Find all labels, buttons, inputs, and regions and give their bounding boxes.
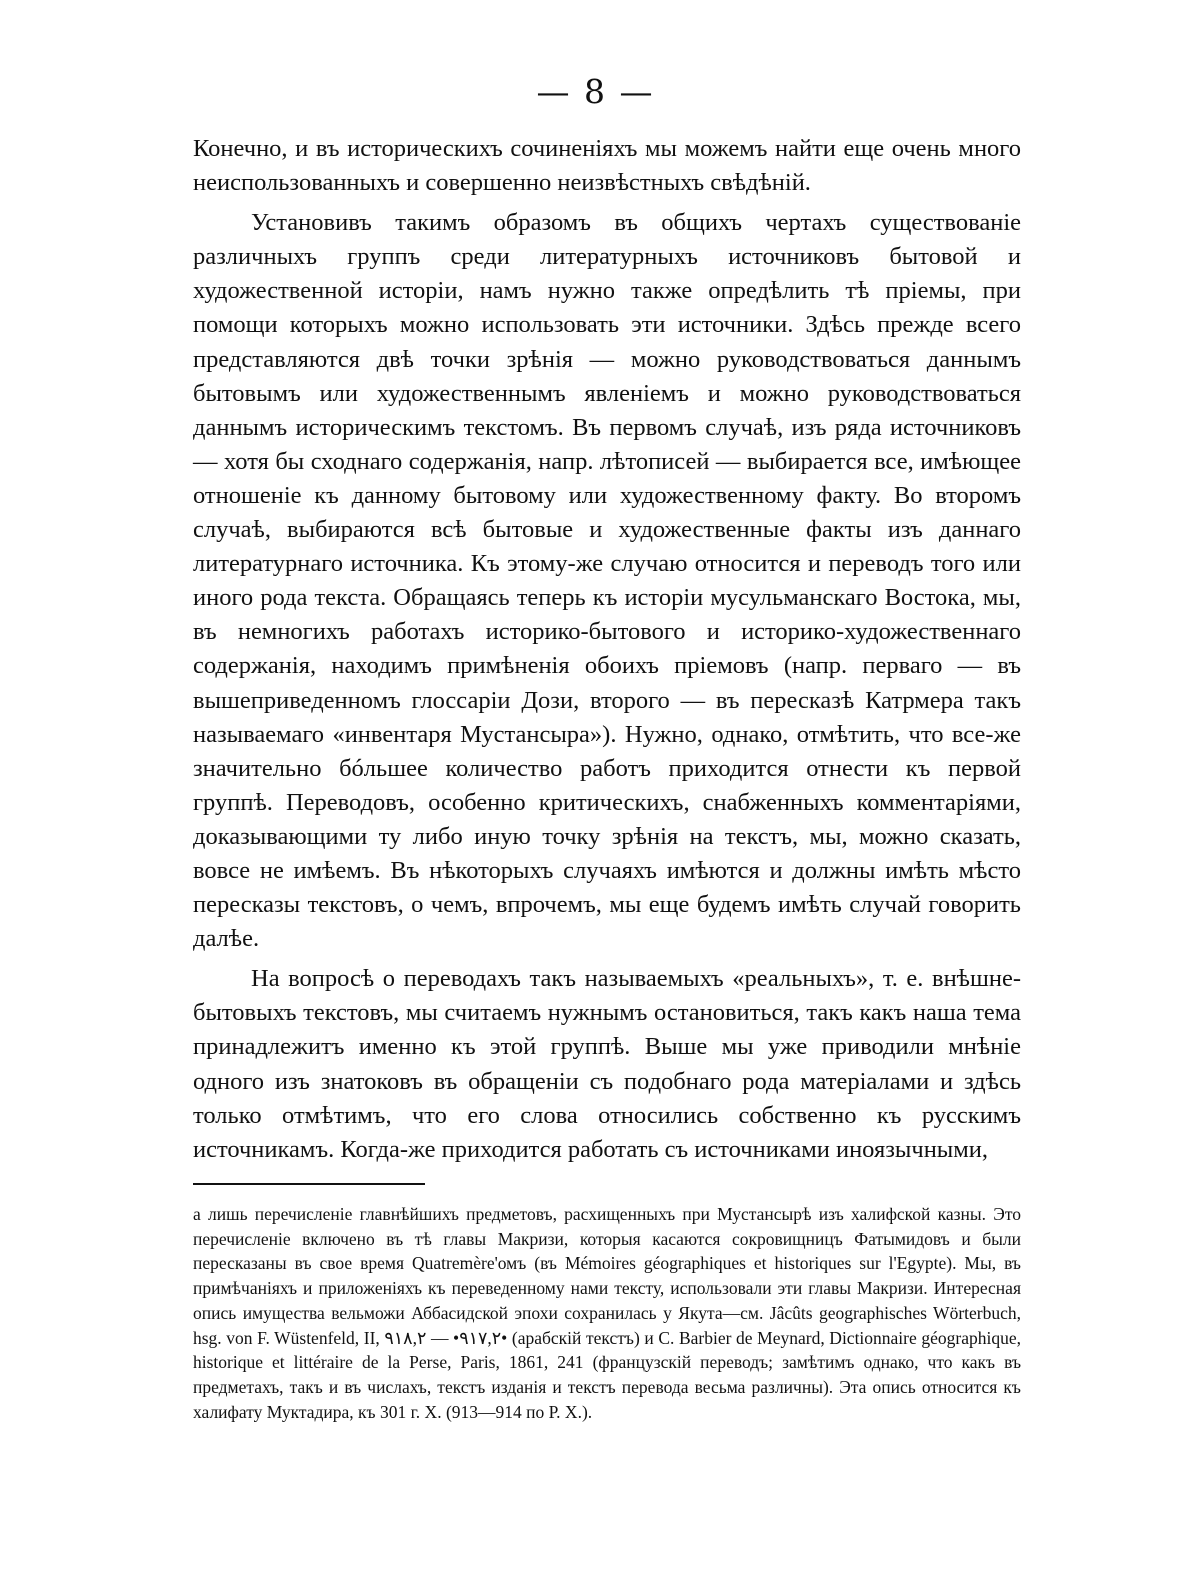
- footnote-divider: [193, 1183, 425, 1185]
- footnote: а лишь перечисленіе главнѣйшихъ предметовъ, расхищенныхъ при Мустансырѣ изъ халифской казны. Это перечисленіе включено въ тѣ главы Макризи, которыя касаются сокровищницъ Фатымидовъ и были пересказаны въ свое время Quatremère'омъ (въ Mémoires géographiques et historiques sur l'Egypte). Мы, въ примѣчаніяхъ и приложеніяхъ къ переведенному нами тексту, использовали эти главы Макризи. Интересная опись имущества вельможи Аббасидской эпохи сохранилась у Якута—см. Jâcûts geographisches Wörterbuch, hsg. von F. Wüstenfeld, II, ٩١٧,٢• — ٩١٨,٢• (арабскій текстъ) и C. Barbier de Meynard, Dictionnaire géographique, historique et littéraire de la Perse, Paris, 1861, 241 (французскій переводъ; замѣтимъ однако, что какъ въ предметахъ, такъ и въ числахъ, текстъ изданія и текстъ перевода весьма различны). Эта опись относится къ халифату Муктадира, къ 301 г. Х. (913—914 по Р. Х.).: [193, 1204, 1021, 1422]
- paragraph-1: Конечно, и въ историческихъ сочиненіяхъ мы можемъ найти еще очень много неиспользованныхъ и совершенно неизвѣстныхъ свѣдѣній.: [193, 135, 1021, 197]
- page-number: — 8 —: [536, 72, 655, 111]
- paragraph-3: На вопросѣ о переводахъ такъ называемыхъ «реальныхъ», т. е. внѣшне-бытовыхъ текстовъ, мы считаемъ нужнымъ остановиться, такъ какъ наша тема принадлежитъ именно къ этой группѣ. Выше мы уже приводили мнѣніе одного изъ знатоковъ въ обращеніи съ подобнаго рода матеріалами и здѣсь только отмѣтимъ, что его слова относились собственно къ русскимъ источникамъ. Когда-же приходится работать съ источниками иноязычными,: [193, 965, 1021, 1163]
- main-text: [193, 132, 1021, 1173]
- paragraph-2: Установивъ такимъ образомъ въ общихъ чертахъ существованіе различныхъ группъ среди литературныхъ источниковъ бытовой и художественной исторіи, намъ нужно также опредѣлить тѣ пріемы, при помощи которыхъ можно использовать эти источники. Здѣсь прежде всего представляются двѣ точки зрѣнія — можно руководствоваться даннымъ бытовымъ или художественнымъ явленіемъ и можно руководствоваться даннымъ историческимъ текстомъ. Въ первомъ случаѣ, изъ ряда источниковъ — хотя бы сходнаго содержанія, напр. лѣтописей — выбирается все, имѣющее отношеніе къ данному бытовому или художественному факту. Во второмъ случаѣ, выбираются всѣ бытовые и художественные факты изъ даннаго литературнаго источника. Къ этому-же случаю относится и переводъ того или иного рода текста. Обращаясь теперь къ исторіи мусульманскаго Востока, мы, въ немногихъ работахъ историко-бытового и историко-художественнаго содержанія, находимъ примѣненія обоихъ пріемовъ (напр. перваго — въ вышеприведенномъ глоссаріи Дози, второго — въ пересказѣ Катрмера такъ называемаго «инвентаря Мустансыра»). Нужно, однако, отмѣтить, что все-же значительно бóльшее количество работъ приходится отнести къ первой группѣ. Переводовъ, особенно критическихъ, снабженныхъ комментаріями, доказывающими ту либо иную точку зрѣнія на текстъ, мы, можно сказать, вовсе не имѣемъ. Въ нѣкоторыхъ случаяхъ имѣются и должны имѣть мѣсто пересказы текстовъ, о чемъ, впрочемъ, мы еще будемъ имѣть случай говорить далѣе.: [193, 209, 1021, 953]
